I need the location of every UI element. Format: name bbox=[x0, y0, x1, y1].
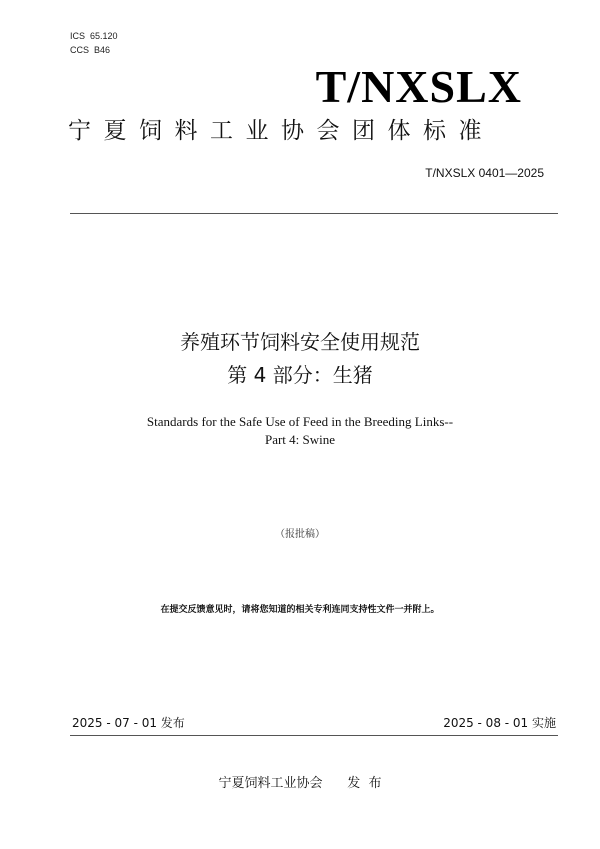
standard-number: T/NXSLX 0401—2025 bbox=[425, 166, 544, 180]
standard-code-abbrev: T/NXSLX bbox=[315, 61, 522, 112]
english-title-line-1: Standards for the Safe Use of Feed in the Breeding Links-- bbox=[146, 414, 454, 429]
issue-date: 2025 - 07 - 01 发布 bbox=[72, 716, 185, 730]
bottom-divider bbox=[70, 735, 558, 736]
top-divider bbox=[70, 213, 558, 214]
ics-code: ICS 65.120 bbox=[70, 31, 118, 41]
patent-notice: 在提交反馈意见时，请将您知道的相关专利连同支持性文件一并附上。 bbox=[160, 605, 440, 615]
ccs-code: CCS B46 bbox=[70, 45, 111, 55]
draft-stage-label: （报批稿） bbox=[275, 529, 325, 540]
organization-standard-heading: 宁夏饲料工业协会团体标准 bbox=[68, 118, 494, 144]
chinese-title-line-1: 养殖环节饲料安全使用规范 bbox=[180, 330, 420, 354]
chinese-title-line-2: 第 4 部分：生猪 bbox=[227, 363, 373, 387]
implementation-date: 2025 - 08 - 01 实施 bbox=[443, 716, 556, 730]
issuer-line: 宁夏饲料工业协会 发 布 bbox=[218, 776, 382, 791]
english-title-line-2: Part 4: Swine bbox=[264, 432, 336, 447]
